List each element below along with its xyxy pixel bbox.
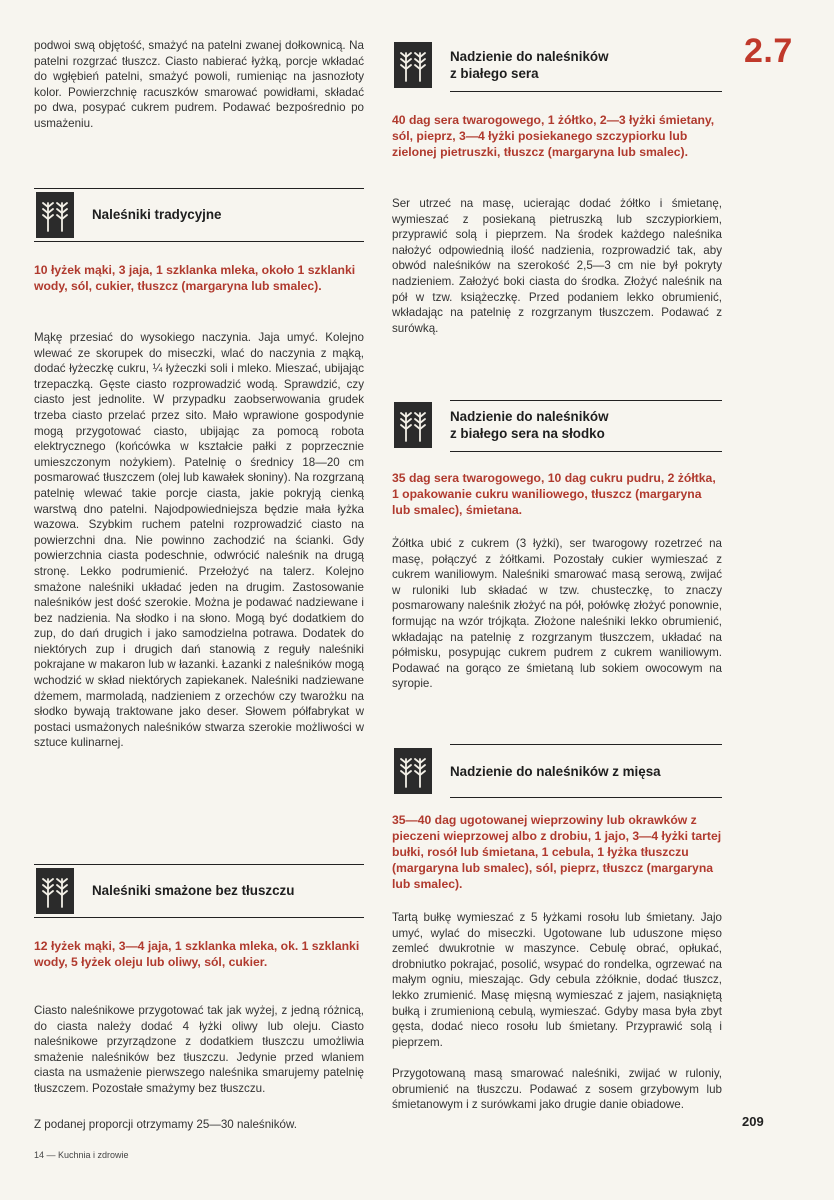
recipe-method: Żółtka ubić z cukrem (3 łyżki), ser twarogowy rozetrzeć na masę, połączyć z żółtkami. Pozostały cukier wymieszać z cukrem waniliowym. Naleśniki smarować masą serową, zwijać w ruloniki lub składać w tzw. chusteczkę, to znaczy posmarowany naleśnik złożyć na pół, połówkę złożyć ponownie, formując na wzór trójkąta. Złożone naleśniki lekko obrumienić, wkładając na patelnię z rozgrzanym tłuszczem, układać na półmisku, posypując cukrem pudrem z cukrem waniliowym. Podawać na gorąco ze śmietaną lub sokiem owocowym na syropie. — [392, 537, 722, 691]
recipe-heading-bialy-ser — [392, 38, 722, 92]
recipe-title: Naleśniki tradycyjne — [92, 207, 222, 222]
recipe-method: Ciasto naleśnikowe przygotować tak jak wyżej, z jedną różnicą, do ciasta należy dodać 4 łyżki oliwy lub oleju. Ciasto naleśnikowe przyrządzone z dodatkiem tłuszczu umożliwia smażenie naleśników bez tłuszczu. Jedynie przed wlaniem ciasta na usmażenie pierwszego naleśnika smarujemy patelnię tłuszczem. Pozostałe smażymy bez tłuszczu. — [34, 1004, 364, 1095]
wheat-icon — [394, 42, 432, 88]
recipe-method: Tartą bułkę wymieszać z 5 łyżkami rosołu lub śmietany. Jajo umyć, wylać do miseczki. Ugotowane lub uduszone mięso zemleć dwukrotnie w maszynce. Cebulę obrać, opłukać, drobniutko pokrajać, posolić, wsypać do rondelka, ogrzewać na małym ogniu, mieszając. Gdy cebula zżółknie, dodać tłuszcz, lekko zrumienić. Masę mięsną wymieszać z jajem, nasiąkniętą bułką i zrumienioną cebulą, wymieszać. Gdyby masa była zbyt gęsta, dodać nieco rosołu lub śmietany. Przyprawić solą i pieprzem. — [392, 911, 722, 1049]
recipe-title-line2: z białego sera na słodko — [450, 426, 605, 441]
recipe-title: Nadzienie do naleśników z mięsa — [450, 764, 661, 779]
wheat-icon — [36, 868, 74, 914]
recipe-method: Ser utrzeć na masę, ucierając dodać żółtko i śmietanę, wymieszać z posiekaną pietruszką lub szczypiorkiem, przyprawić solą i pieprzem. Na środek każdego naleśnika nałożyć odpowiednią ilość nadzienia, rozprowadzić tak, aby obwód naleśników na szerokość 2,5—3 cm nie był pokryty nadzieniem. Założyć boki ciasta do środka. Złożyć naleśnik na pół w tzw. książeczkę. Przed podaniem lekko obrumienić, wkładając na patelnię z rozgrzanym tłuszczem. Podawać z surówką. — [392, 197, 722, 335]
recipe-title-line2: z białego sera — [450, 66, 539, 81]
recipe-title-line1: Nadzienie do naleśników — [450, 409, 609, 424]
recipe-title: Naleśniki smażone bez tłuszczu — [92, 883, 295, 898]
heading-rule — [450, 797, 722, 798]
intro-paragraph: podwoi swą objętość, smażyć na patelni zwanej dołkownicą. Na patelni rozgrzać tłuszcz. Ciasto nabierać łyżką, porcje wkładać do wgłębień patelni, smażyć powoli, rumieniąc na jasnozłoty kolor. Powierzchnię racuszków smarować powidłami, składać po dwa, posypać cukrem pudrem. Podawać bezpośrednio po usmażeniu. — [34, 39, 364, 130]
ingredients-list: 35—40 dag ugotowanej wieprzowiny lub okrawków z pieczeni wieprzowej albo z drobiu, 1 jajo, 3—4 łyżki tartej bułki, rosół lub śmietana, 1 cebula, 1 łyżka tłuszczu (margaryna lub smalec), sól, pieprz, tłuszcz (margaryna lub smalec). — [392, 813, 722, 891]
heading-rule — [450, 91, 722, 92]
wheat-icon — [394, 748, 432, 794]
heading-rule — [34, 188, 364, 189]
wheat-icon — [36, 192, 74, 238]
ingredients-list: 10 łyżek mąki, 3 jaja, 1 szklanka mleka, około 1 szklanki wody, sól, cukier, tłuszcz (margaryna lub smalec). — [34, 263, 356, 293]
heading-rule — [34, 241, 364, 242]
recipe-heading-tradycyjne — [34, 188, 364, 242]
recipe-yield: Z podanej proporcji otrzymamy 25—30 naleśników. — [34, 1118, 297, 1131]
recipe-title-line1: Nadzienie do naleśników — [450, 49, 609, 64]
heading-rule — [450, 451, 722, 452]
heading-rule — [34, 917, 364, 918]
recipe-heading-bez-tluszczu — [34, 864, 364, 918]
ingredients-list: 12 łyżek mąki, 3—4 jaja, 1 szklanka mleka, ok. 1 szklanki wody, 5 łyżek oleju lub oliwy, sól, cukier. — [34, 939, 360, 969]
recipe-heading-na-slodko — [392, 398, 722, 452]
recipe-heading-z-miesa — [392, 744, 722, 798]
heading-rule — [34, 864, 364, 865]
ingredients-list: 40 dag sera twarogowego, 1 żółtko, 2—3 łyżki śmietany, sól, pieprz, 3—4 łyżki posiekanego szczypiorku lub zielonej pietruszki, tłuszcz (margaryna lub smalec). — [392, 113, 715, 159]
recipe-method-serving: Przygotowaną masą smarować naleśniki, zwijać w ruloniy, obrumienić na tłuszczu. Podawać z sosem grzybowym lub śmietanowym i z surówkami jako drugie danie obiadowe. — [392, 1067, 722, 1112]
heading-rule — [450, 744, 722, 745]
wheat-icon — [394, 402, 432, 448]
chapter-number: 2.7 — [744, 32, 793, 70]
page-number: 209 — [742, 1114, 764, 1129]
ingredients-list: 35 dag sera twarogowego, 10 dag cukru pudru, 2 żółtka, 1 opakowanie cukru waniliowego, tłuszcz (margaryna lub smalec), śmietana. — [392, 471, 716, 517]
recipe-method: Mąkę przesiać do wysokiego naczynia. Jaja umyć. Kolejno wlewać ze skorupek do miseczki, wlać do naczynia z mąką, dodać łyżeczkę cukru, ¼ łyżeczki soli i mleko. Mieszać, ubijając trzepaczką. Gęste ciasto rozprowadzić wodą. Sprawdzić, czy ciasto jest jednolite. W przypadku zaobserwowania grudek trzeba ciasto przelać przez sito. Mało wprawione gospodynie mogą przygotować ciasto, ubijając za pomocą robota elektrycznego (końcówka w kształcie pałki z poprzecznie umieszczonym nożykiem). Patelnię o średnicy 18—20 cm posmarować tłuszczem (olej lub kawałek słoniny). Na rozgrzaną patelnię wlewać takie porcje ciasta, jakie pokryją cienką warstwą dno patelni. Najodpowiedniejsza będzie mała łyżka wazowa. Szybkim ruchem patelni rozprowadzić ciasto na powierzchni dna. Nie powinno zachodzić na ścianki. Gdy powierzchnia ciasta podeschnie, odwrócić naleśnik na drugą stronę. Lekko podrumienić. Przełożyć na talerz. Kolejno smażone naleśniki układać jeden na drugim. Zastosowanie naleśników jest dość szerokie. Można je podawać nadziewane i bez nadzienia. Na słodko i na słono. Mogą być dodatkiem do zup, do dań drugich i jako samodzielna potrawa. Dodatek do niektórych zup i drugich dań stanowią z reguły naleśniki pokrajane w makaron lub w łazanki. Łazanki z naleśników mogą wchodzić w skład niektórych zapiekanek. Naleśniki nadziewane dżemem, marmoladą, nadzieniem z orzechów czy twarożku na słodko bywają traktowane jako deser. Słowem półfabrykat w postaci usmażonych naleśników stwarza szerokie możliwości w sztuce kulinarnej. — [34, 331, 364, 750]
heading-rule — [450, 400, 722, 401]
page-footer: 14 — Kuchnia i zdrowie — [34, 1150, 129, 1160]
